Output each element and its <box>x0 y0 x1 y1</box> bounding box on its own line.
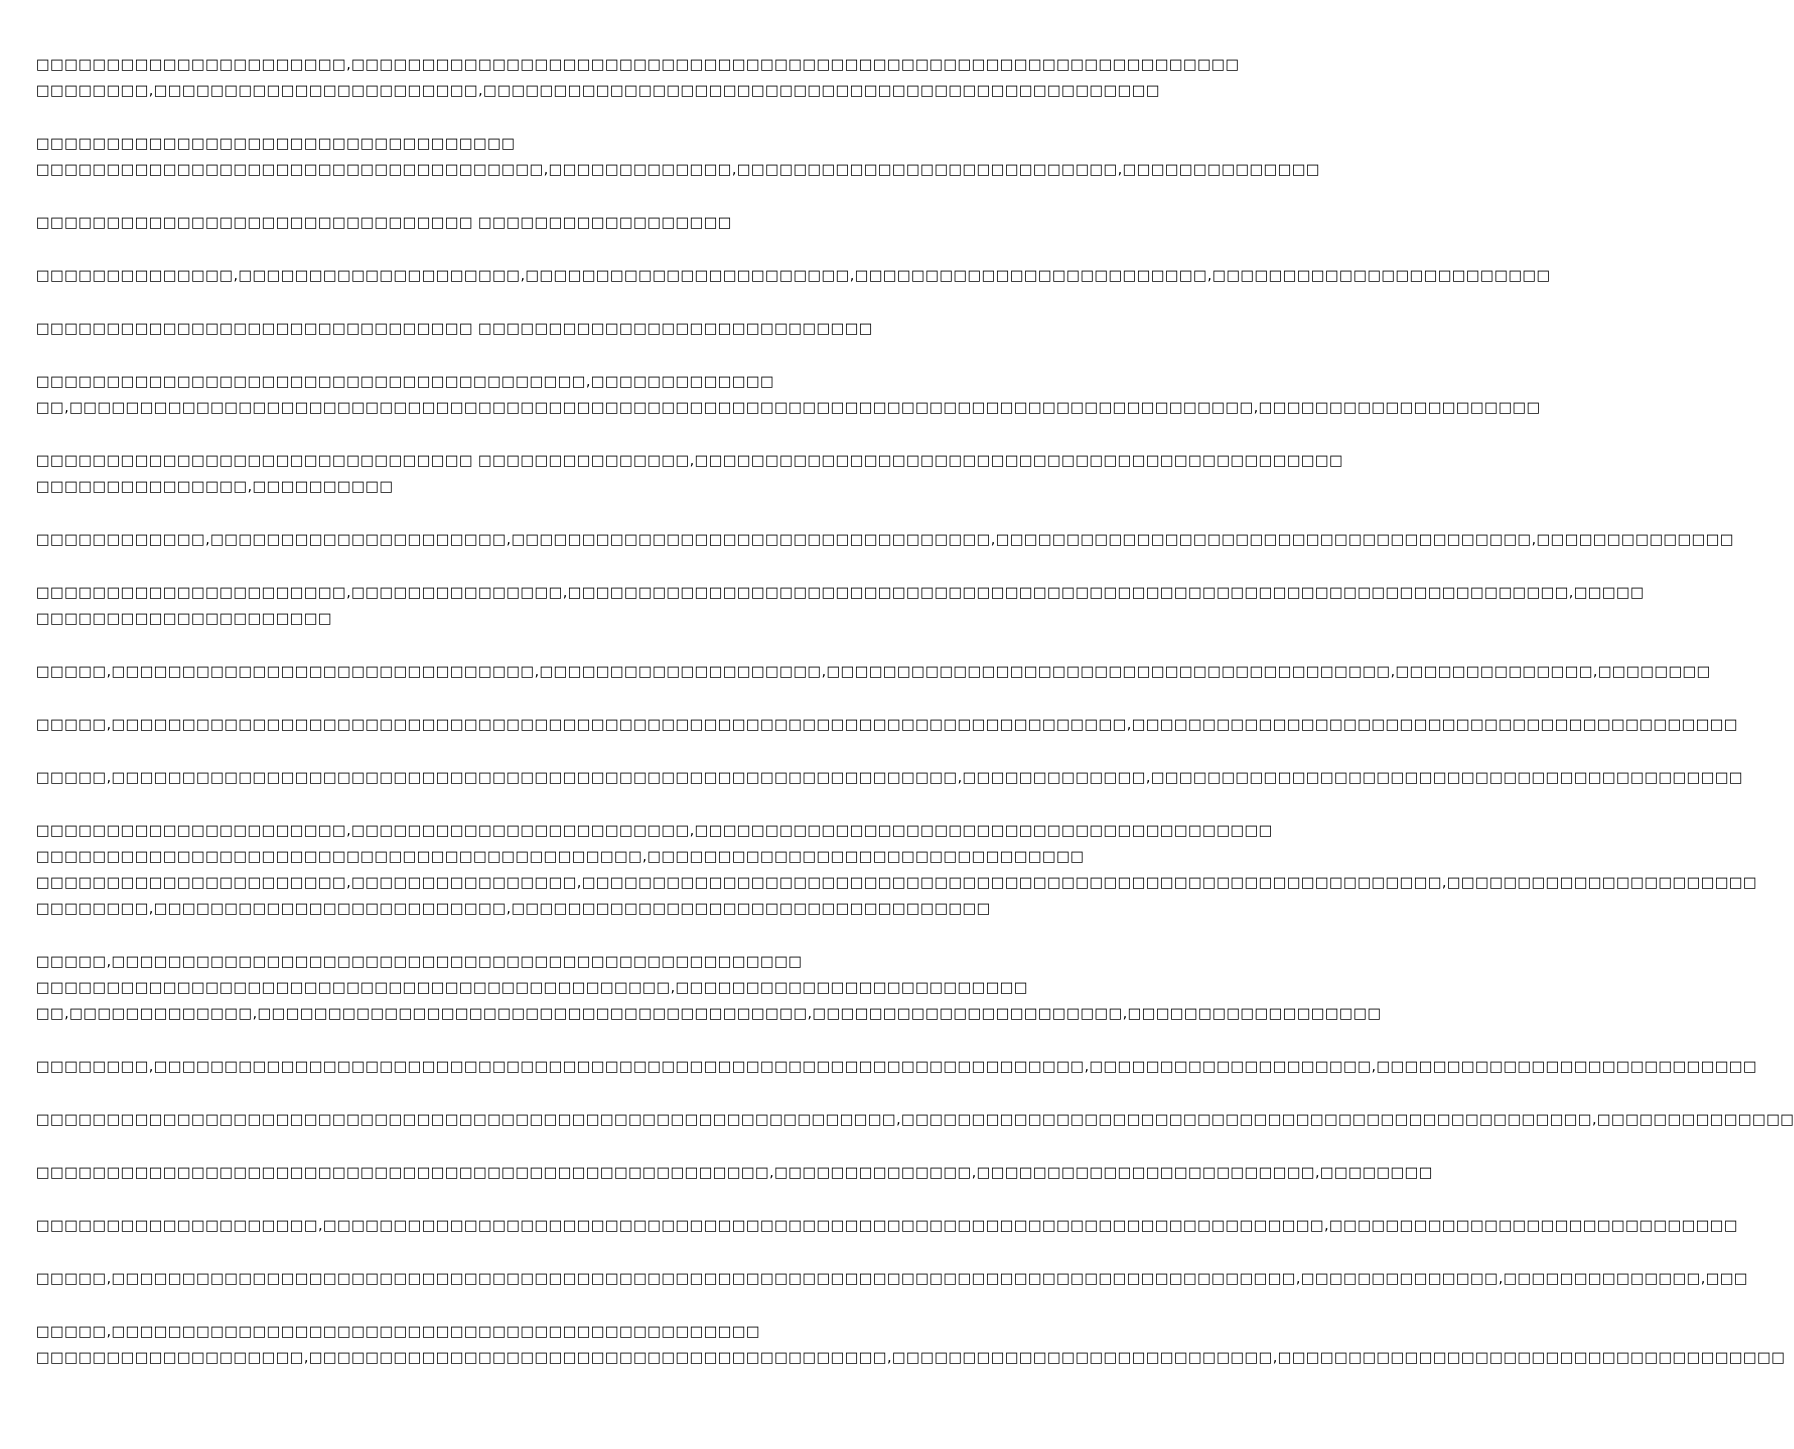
text-line: □□□□□□□□□□□□□□□□□□□□□□,□□□□□□□□□□□□□□□□,□□□□□□□□□□□□□□□□□□□□□□□□□□□□□□□□□□□□□□□□□□□□□□□□□□□□□□□□□□□□□,□□□□□□□□□□□□□□□□□□□□□□ <box>36 875 1758 891</box>
paragraph <box>36 1160 1433 1186</box>
paragraph <box>36 1319 1786 1371</box>
paragraph <box>36 527 1734 553</box>
text-line: □□□□□□□□□□□□□□□□□□□,□□□□□□□□□□□□□□□□□□□□□□□□□□□□□□□□□□□□□□□□□,□□□□□□□□□□□□□□□□□□□□□□□□□□□,□□□□□□□□□□□□□□□□□□□□□□□□□□□□□□□□□□□□ <box>36 1350 1786 1366</box>
paragraph <box>36 316 990 342</box>
paragraph <box>36 52 1240 104</box>
text-line: □□,□□□□□□□□□□□□□□□□□□□□□□□□□□□□□□□□□□□□□□□□□□□□□□□□□□□□□□□□□□□□□□□□□□□□□□□□□□□□□□□□□□□□,□□□□□□□□□□□□□□□□□□□□ <box>36 400 1541 416</box>
text-line: □□□□□□□□□□□□□□□□□□□□□□□□□□□□□□□□□□□□□□□□□□□□□□□□□□□□,□□□□□□□□□□□□□□,□□□□□□□□□□□□□□□□□□□□□□□□,□□□□□□□□ <box>36 1165 1433 1181</box>
paragraph <box>36 1213 1739 1239</box>
text-line: □□□□□,□□□□□□□□□□□□□□□□□□□□□□□□□□□□□□□□□□□□□□□□□□□□□□ <box>36 1324 761 1340</box>
text-line: □□□□□,□□□□□□□□□□□□□□□□□□□□□□□□□□□□□□,□□□□□□□□□□□□□□□□□□□□,□□□□□□□□□□□□□□□□□□□□□□□□□□□□□□□□□□□□□□□□,□□□□□□□□□□□□□□,□□□□□□□□ <box>36 664 1711 680</box>
text-line: □□□□□□□□□□□□□□□,□□□□□□□□□□ <box>36 479 394 495</box>
text-line: □□□□□□□□□□□□,□□□□□□□□□□□□□□□□□□□□□,□□□□□□□□□□□□□□□□□□□□□□□□□□□□□□□□□□,□□□□□□□□□□□□□□□□□□□□□□□□□□□□□□□□□□□□□□,□□□□□□□□□□□□□□ <box>36 532 1734 548</box>
text-line: □□□□□□□□□□□□□□□□□□□□□□,□□□□□□□□□□□□□□□,□□□□□□□□□□□□□□□□□□□□□□□□□□□□□□□□□□□□□□□□□□□□□□□□□□□□□□□□□□□□□□□□□□□□□□□,□□□□□ <box>36 585 1645 601</box>
paragraph <box>36 1054 1758 1080</box>
paragraph <box>36 580 1645 632</box>
text-line: □□□□□,□□□□□□□□□□□□□□□□□□□□□□□□□□□□□□□□□□□□□□□□□□□□□□□□□□□□□□□□□□□□□□□□□□□□□□□□,□□□□□□□□□□□□□□□□□□□□□□□□□□□□□□□□□□□□□□□□□□□ <box>36 717 1739 733</box>
text-line: □□□□□□□□□□□□□□□□□□□□□ <box>36 611 333 627</box>
paragraph <box>36 1266 1749 1292</box>
paragraph <box>36 263 1551 289</box>
text-line: □□□□□□□□□□□□□□□□□□□□□□,□□□□□□□□□□□□□□□□□□□□□□□□□□□□□□□□□□□□□□□□□□□□□□□□□□□□□□□□□□□□□□□ <box>36 57 1240 73</box>
text-line: □□□□□□□□□□□□□□□□□□□□□□□□□□□□□□□ □□□□□□□□□□□□□□□□□□□□□□□□□□□□ <box>36 321 873 337</box>
paragraph <box>36 369 1541 421</box>
text-line: □□□□□□□□□□□□□□□□□□□□□□□□□□□□□□□□□□□□□□□□□□□□□□□□□□□□□□□□□□□□□,□□□□□□□□□□□□□□□□□□□□□□□□□□□□□□□□□□□□□□□□□□□□□□□□□,□□□□□□□□□□□□□□ <box>36 1112 1794 1128</box>
paragraph <box>36 131 1321 183</box>
paragraph <box>36 712 1739 738</box>
text-line: □□□□□□□□□□□□□□,□□□□□□□□□□□□□□□□□□□□,□□□□□□□□□□□□□□□□□□□□□□□,□□□□□□□□□□□□□□□□□□□□□□□□□,□□□□□□□□□□□□□□□□□□□□□□□□ <box>36 268 1551 284</box>
text-line: □□□□□□□□,□□□□□□□□□□□□□□□□□□□□□□□□□,□□□□□□□□□□□□□□□□□□□□□□□□□□□□□□□□□□ <box>36 901 991 917</box>
text-line: □□,□□□□□□□□□□□□□,□□□□□□□□□□□□□□□□□□□□□□□□□□□□□□□□□□□□□□□,□□□□□□□□□□□□□□□□□□□□□□,□□□□□□□□□□□□□□□□□□ <box>36 1006 1382 1022</box>
text-line: □□□□□□□□□□□□□□□□□□□□□□□□□□□□□□□□□□□□□□□□□□□,□□□□□□□□□□□□□□□□□□□□□□□□□□□□□□□ <box>36 849 1085 865</box>
text-line: □□□□□□□□□□□□□□□□□□□□□□□□□□□□□□□□□□ <box>36 136 516 152</box>
text-line: □□□□□□□□□□□□□□□□□□□□□□□□□□□□□□□□□□□□,□□□□□□□□□□□□□,□□□□□□□□□□□□□□□□□□□□□□□□□□□,□□□□□□□□□□□□□□ <box>36 162 1321 178</box>
paragraph <box>36 1107 1794 1133</box>
text-line: □□□□□□□□□□□□□□□□□□□□□□□□□□□□□□□□□□□□□□□□□□□□□,□□□□□□□□□□□□□□□□□□□□□□□□□ <box>36 980 1029 996</box>
text-line: □□□□□□□□□□□□□□□□□□□□□□□□□□□□□□□ □□□□□□□□□□□□□□□□□□ <box>36 215 732 231</box>
text-line: □□□□□,□□□□□□□□□□□□□□□□□□□□□□□□□□□□□□□□□□□□□□□□□□□□□□□□□□□□□□□□□□□□,□□□□□□□□□□□□□,□□□□□□□□□□□□□□□□□□□□□□□□□□□□□□□□□□□□□□□□□□ <box>36 770 1744 786</box>
paragraph <box>36 448 1344 500</box>
text-line: □□□□□□□□□□□□□□□□□□□□□□□□□□□□□□□ □□□□□□□□□□□□□□□,□□□□□□□□□□□□□□□□□□□□□□□□□□□□□□□□□□□□□□□□□□□□□□ <box>36 453 1344 469</box>
text-line: □□□□□□□□□□□□□□□□□□□□,□□□□□□□□□□□□□□□□□□□□□□□□□□□□□□□□□□□□□□□□□□□□□□□□□□□□□□□□□□□□□□□□□□□□□□□,□□□□□□□□□□□□□□□□□□□□□□□□□□□□□ <box>36 1218 1739 1234</box>
paragraph <box>36 210 990 236</box>
text-line: □□□□□□□□,□□□□□□□□□□□□□□□□□□□□□□□,□□□□□□□□□□□□□□□□□□□□□□□□□□□□□□□□□□□□□□□□□□□□□□□□ <box>36 83 1160 99</box>
text-line: □□□□□□□□□□□□□□□□□□□□□□□□□□□□□□□□□□□□□□□,□□□□□□□□□□□□□ <box>36 374 775 390</box>
paragraph <box>36 659 1711 685</box>
text-line: □□□□□□□□□□□□□□□□□□□□□□,□□□□□□□□□□□□□□□□□□□□□□□□,□□□□□□□□□□□□□□□□□□□□□□□□□□□□□□□□□□□□□□□□□ <box>36 823 1273 839</box>
text-line: □□□□□,□□□□□□□□□□□□□□□□□□□□□□□□□□□□□□□□□□□□□□□□□□□□□□□□□□□□□□□□□□□□□□□□□□□□□□□□□□□□□□□□□□□□,□□□□□□□□□□□□□□,□□□□□□□□□□□□□□,□□□ <box>36 1271 1749 1287</box>
text-line: □□□□□,□□□□□□□□□□□□□□□□□□□□□□□□□□□□□□□□□□□□□□□□□□□□□□□□□ <box>36 954 803 970</box>
text-line: □□□□□□□□,□□□□□□□□□□□□□□□□□□□□□□□□□□□□□□□□□□□□□□□□□□□□□□□□□□□□□□□□□□□□□□□□□□,□□□□□□□□□□□□□□□□□□□□,□□□□□□□□□□□□□□□□□□□□□□□□□□□ <box>36 1059 1758 1075</box>
paragraph <box>36 949 1382 1027</box>
paragraph <box>36 765 1744 791</box>
paragraph <box>36 818 1758 922</box>
